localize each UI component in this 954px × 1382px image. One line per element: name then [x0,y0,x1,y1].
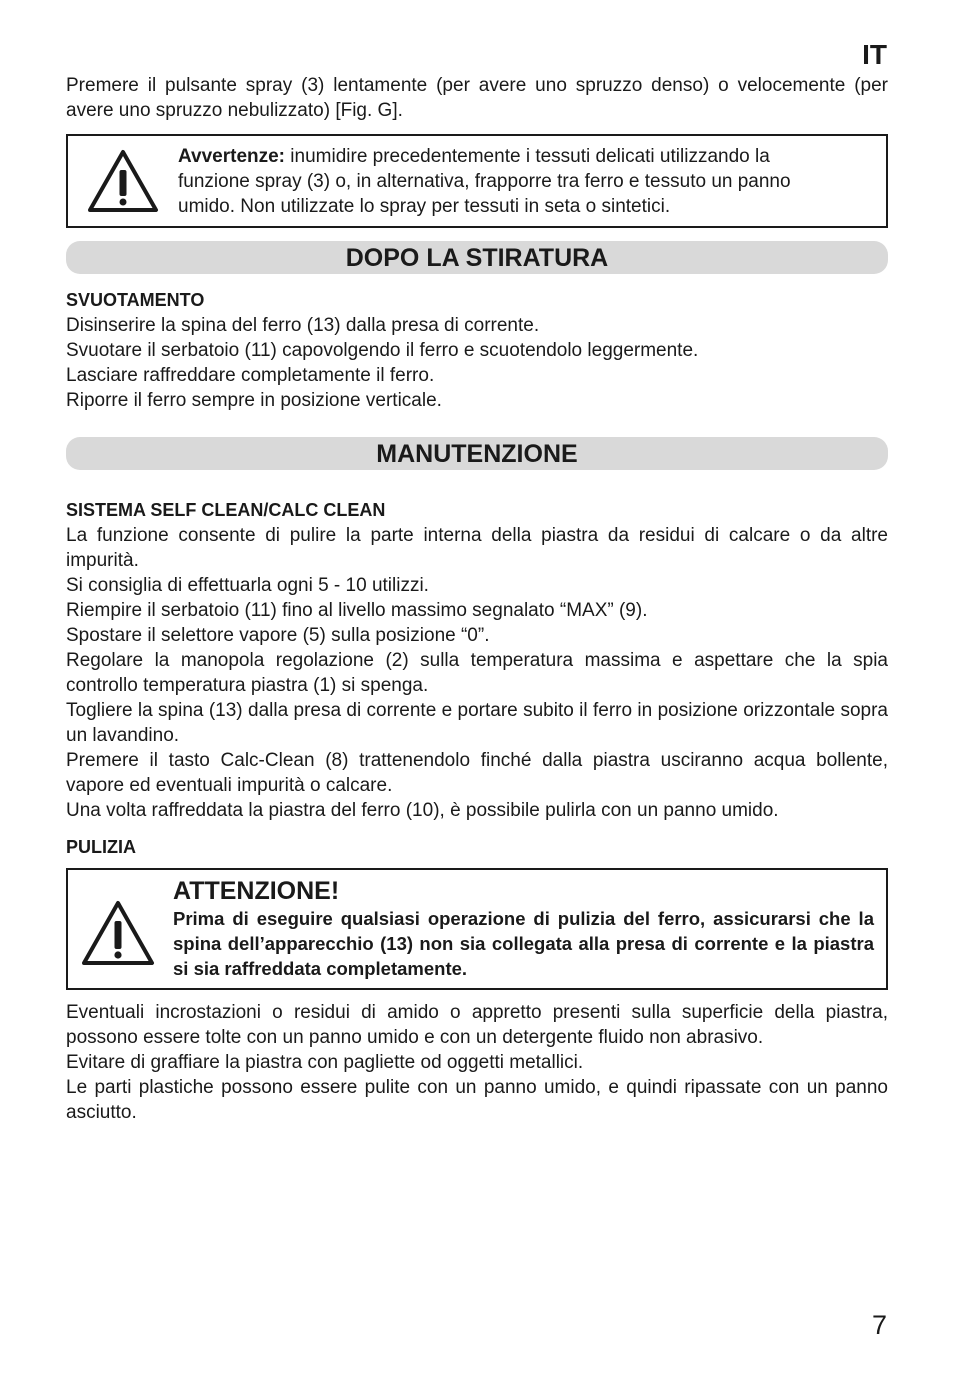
attention-text: Prima di eseguire qualsiasi operazione di pulizia del ferro, assicurarsi che la spina dell’apparecchio (13) non sia collegata alla presa di corrente e la piastra si sia raffreddata completamente. [173,908,874,979]
instruction-line: Premere il tasto Calc-Clean (8) trattenendolo finché dalla piastra usciranno acqua bollente, vapore ed eventuali impurità o calcare. [66,750,888,796]
subheading-svuotamento: SVUOTAMENTO [66,290,205,310]
section-header-dopo-la-stiratura: DOPO LA STIRATURA [66,241,888,274]
instruction-line: Disinserire la spina del ferro (13) dalla presa di corrente. [66,315,540,336]
instruction-line: Lasciare raffreddare completamente il ferro. [66,365,435,386]
instruction-line: Si consiglia di effettuarla ogni 5 - 10 utilizzi. [66,575,429,596]
instruction-line: Spostare il selettore vapore (5) sulla posizione “0”. [66,625,490,646]
instruction-line: Evitare di graffiare la piastra con pagliette od oggetti metallici. [66,1052,584,1073]
instruction-line: Togliere la spina (13) dalla presa di corrente e portare subito il ferro in posizione orizzontale sopra un lavandino. [66,700,888,746]
warning-text [178,144,846,219]
instruction-line: Riporre il ferro sempre in posizione verticale. [66,390,442,411]
page-number: 7 [871,1310,887,1340]
instruction-line: Eventuali incrostazioni o residui di amido o appretto presenti sulla superficie della piastra, possono essere tolte con un panno umido e con un detergente fluido non abrasivo. [66,1002,888,1048]
instruction-line: La funzione consente di pulire la parte interna della piastra da residui di calcare o da altre impurità. [66,525,888,571]
intro-paragraph: Premere il pulsante spray (3) lentamente (per avere uno spruzzo denso) o velocemente (per avere uno spruzzo nebulizzato) [Fig. G]. [66,75,888,121]
warning-triangle-icon [80,899,156,967]
warning-body: inumidire precedentemente i tessuti delicati utilizzando la funzione spray (3) o, in alternativa, frapporre tra ferro e tessuto un panno umido. Non utilizzate lo spray per tessuti in seta o sintetici. [178,146,791,217]
attention-box [66,868,888,990]
warning-triangle-icon [86,148,160,214]
subheading-pulizia: PULIZIA [66,837,136,857]
instruction-line: Una volta raffreddata la piastra del ferro (10), è possibile pulirla con un panno umido. [66,800,779,821]
subheading-self-clean: SISTEMA SELF CLEAN/CALC CLEAN [66,500,386,520]
section-header-manutenzione: MANUTENZIONE [66,437,888,470]
language-code: IT [862,39,887,70]
instruction-line: Riempire il serbatoio (11) fino al livello massimo segnalato “MAX” (9). [66,600,648,621]
instruction-line: Regolare la manopola regolazione (2) sulla temperatura massima e aspettare che la spia controllo temperatura piastra (1) si spenga. [66,650,888,696]
instruction-line: Le parti plastiche possono essere pulite con un panno umido, e quindi ripassate con un panno asciutto. [66,1077,888,1123]
warning-label: Avvertenze: [178,146,286,167]
instruction-line: Svuotare il serbatoio (11) capovolgendo il ferro e scuotendolo leggermente. [66,340,699,361]
attention-title: ATTENZIONE! [173,877,340,905]
page-content [66,73,888,1125]
warning-box [66,134,888,228]
